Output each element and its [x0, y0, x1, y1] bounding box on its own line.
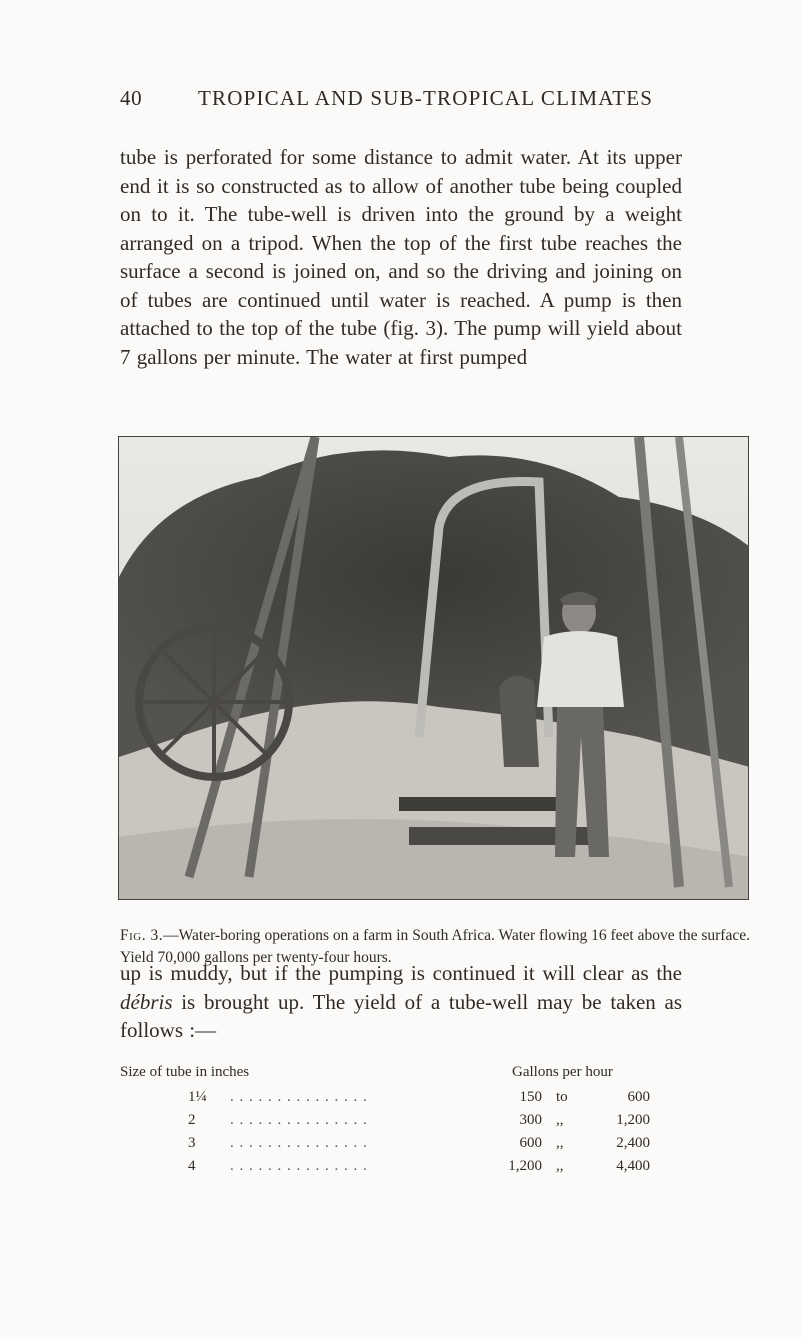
figure-caption-text: —Water-boring operations on a farm in South Africa. Water flowing 16 feet above the surface. Yield 70,000 gallons per twenty-four hours. — [120, 927, 750, 966]
row-size: 3 — [188, 1135, 196, 1151]
table-row — [120, 1158, 680, 1180]
figure-photo — [118, 436, 749, 900]
running-title: TROPICAL AND SUB-TROPICAL CLIMATES — [198, 86, 654, 110]
paragraph-1: tube is perforated for some distance to admit water. At its upper end it is so constructed as to allow of another tube being coupled on to it. The tube-well is driven into the ground by a weight arranged on a tripod. When the top of the first tube reaches the surface a second is joined on, and so the driving and joining on of tubes are continued until water is reached. A pump is then attached to the top of the tube (fig. 3). The pump will yield about 7 gallons per minute. The water at first pumped — [120, 145, 682, 369]
beam — [399, 797, 559, 811]
photo-illustration — [119, 437, 749, 900]
row-from: 300 — [519, 1112, 542, 1128]
row-from: 150 — [519, 1089, 542, 1105]
row-size: 1¼ — [188, 1089, 207, 1105]
paragraph-2 — [120, 959, 682, 1045]
row-to: 4,400 — [616, 1158, 650, 1174]
row-to: 2,400 — [616, 1135, 650, 1151]
row-leader: . . . . . . . . . . . . . . . — [230, 1158, 368, 1174]
row-to: 1,200 — [616, 1112, 650, 1128]
row-leader: . . . . . . . . . . . . . . . — [230, 1135, 368, 1151]
row-from: 600 — [519, 1135, 542, 1151]
row-sep: ,, — [556, 1135, 564, 1151]
paragraph-2-text-a: up is muddy, but if the pumping is continued it will clear as the — [120, 961, 682, 985]
row-sep: ,, — [556, 1112, 564, 1128]
row-sep: ,, — [556, 1158, 564, 1174]
row-from: 1,200 — [508, 1158, 542, 1174]
pump-head — [499, 676, 539, 767]
row-size: 2 — [188, 1112, 196, 1128]
row-leader: . . . . . . . . . . . . . . . — [230, 1089, 368, 1105]
row-to: 600 — [627, 1089, 650, 1105]
flywheel-spokes — [139, 627, 289, 777]
table-row — [120, 1135, 680, 1157]
row-sep: to — [556, 1089, 568, 1105]
paragraph-2-italic: débris — [120, 989, 173, 1014]
row-leader: . . . . . . . . . . . . . . . — [230, 1112, 368, 1128]
table-row — [120, 1112, 680, 1134]
row-size: 4 — [188, 1158, 196, 1174]
table-row — [120, 1089, 680, 1111]
table-header-size: Size of tube in inches — [120, 1064, 250, 1080]
figure-label: Fig. 3. — [120, 927, 164, 944]
paragraph-2-text-b: is brought up. The yield of a tube-well may be taken as follows :— — [120, 989, 682, 1042]
table-header-gallons: Gallons per hour — [512, 1064, 613, 1080]
page-number: 40 — [120, 86, 143, 110]
